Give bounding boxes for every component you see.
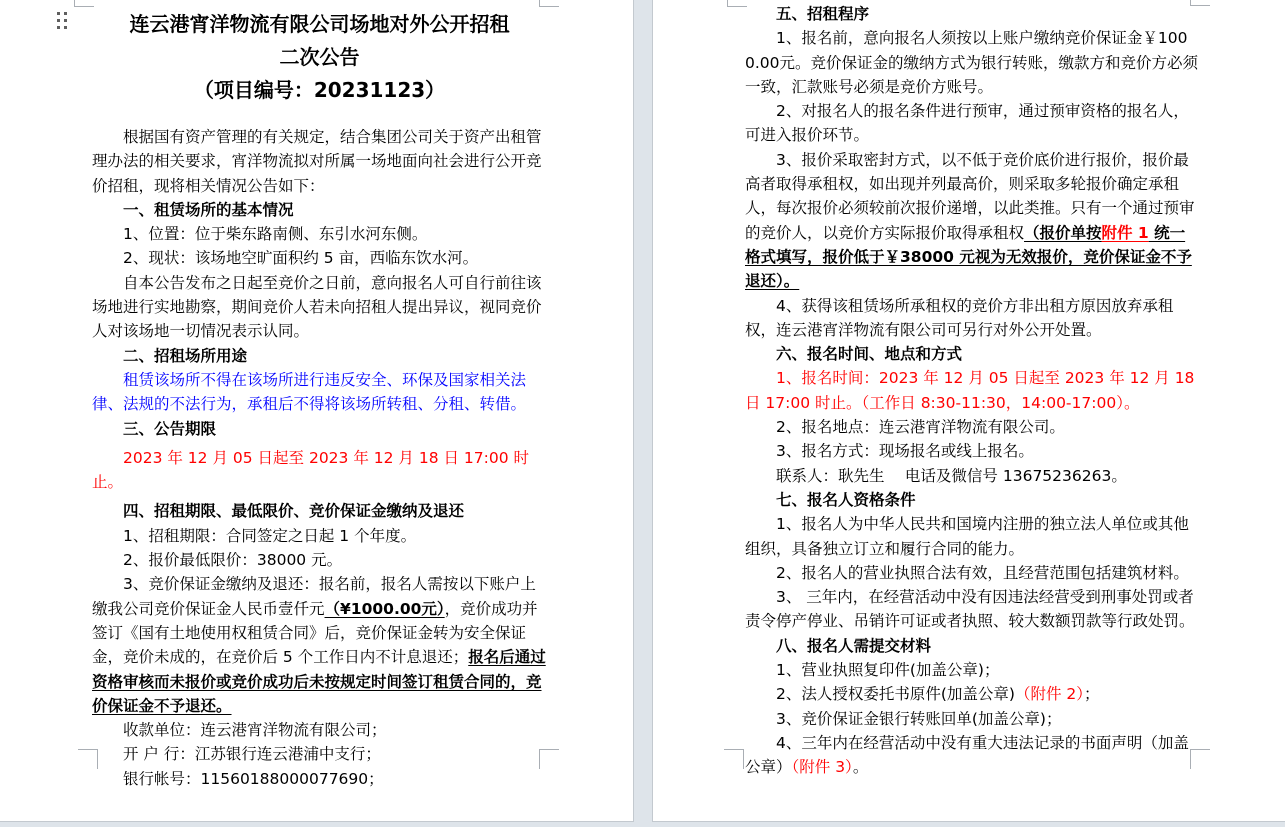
text-run: 2、报价最低限价：38000 元。: [123, 551, 343, 570]
text-run: 1、报名时间：2023 年 12 月 05 日起至 2023 年 12 月 18 日 17:00 时止。（工作日 8:30-11:30，14:00-17:00）。: [745, 369, 1195, 412]
text-run: 。: [852, 758, 869, 777]
section-3-heading: [92, 417, 547, 441]
location-item: [92, 222, 547, 246]
announcement-period: [92, 446, 547, 495]
procedure-3: [745, 148, 1200, 294]
page-2[interactable]: [652, 0, 1285, 822]
text-run: 3、报价采取密封方式，以不低于竞价底价进行报价，报价最高者取得承租权，如出现并列最高价，则采取多轮报价确定承租人，每次报价必须较前次报价递增，以此类推。只有一个通过预审的竞价人，以竞价方实际报价取得承租权: [745, 150, 1195, 242]
text-run: 4、获得该租赁场所承租权的竞价方非出租方原因放弃承租权，连云港宵洋物流有限公司可另行对外公开处置。: [745, 296, 1174, 339]
text-run: 1、营业执照复印件(加盖公章)；: [776, 661, 1000, 680]
material-4: [745, 731, 1200, 780]
text-run: 2023 年 12 月 05 日起至 2023 年 12 月 18 日 17:00 时止。: [92, 448, 530, 492]
text-run: 2、法人授权委托书原件(加盖公章): [776, 685, 1015, 704]
section-6-heading: [745, 342, 1200, 366]
text-run: 3、报名方式：现场报名或线上报名。: [776, 442, 1034, 461]
page-content: [653, 0, 1285, 780]
min-price-item: [92, 548, 547, 572]
doc-title-line: 二次公告: [279, 45, 360, 69]
material-2: [745, 682, 1200, 706]
section-2-heading: [92, 344, 547, 368]
title-gap: [92, 107, 547, 125]
text-run: （报价单按: [1024, 223, 1102, 242]
qualification-1: [745, 512, 1200, 561]
lease-term-item: [92, 524, 547, 548]
text-run: （¥1000.00元）: [324, 599, 445, 618]
text-run: 2、现状：该场地空旷面积约 5 亩，西临东饮水河。: [123, 249, 479, 268]
material-3: [745, 707, 1200, 731]
section-7-heading: [745, 488, 1200, 512]
text-run: 3、竞价保证金银行转账回单(加盖公章)；: [776, 709, 1062, 728]
text-run: 开 户 行：江苏银行连云港浦中支行；: [123, 745, 381, 764]
material-1: [745, 658, 1200, 682]
status-item: [92, 246, 547, 270]
text-run: 自本公告发布之日起至竞价之日前，意向报名人可自行前往该场地进行实地勘察，期间竞价人若未向招租人提出异议，视同竞价人对该场地一切情况表示认同。: [92, 273, 542, 341]
contact-line: [745, 464, 1200, 488]
text-run: 一、租赁场所的基本情况: [123, 200, 294, 219]
text-run: 附件 1: [1101, 223, 1149, 242]
signup-time: [745, 366, 1200, 415]
text-run: 七、报名人资格条件: [776, 490, 916, 509]
section-5-heading: [745, 2, 1200, 26]
section-4-heading: [92, 499, 547, 523]
text-run: （附件 2）: [1014, 685, 1085, 704]
text-run: 租赁该场所不得在该场所进行违反安全、环保及国家相关法律、法规的不法行为，承租后不得将该场所转租、分租、转借。: [92, 370, 527, 414]
text-run: 2、报名地点：连云港宵洋物流有限公司。: [776, 418, 1065, 437]
qualification-3: [745, 585, 1200, 634]
intro-paragraph: [92, 125, 547, 198]
text-run: 1、招租期限：合同签定之日起 1 个年度。: [123, 526, 417, 545]
text-run: 二、招租场所用途: [123, 346, 248, 365]
doc-title-line: （项目编号：20231123）: [193, 78, 446, 102]
text-run: 五、招租程序: [776, 5, 870, 23]
text-run: 1、报名前，意向报名人须按以上账户缴纳竞价保证金￥1000.00元。竞价保证金的缴纳方式为银行转账，缴款方和竞价方必须一致，汇款账号必须是竞价方账号。: [745, 29, 1199, 96]
page-content: [0, 0, 633, 791]
signup-method: [745, 439, 1200, 463]
usage-restriction: [92, 368, 547, 417]
text-run: 八、报名人需提交材料: [776, 636, 932, 655]
text-run: 4、三年内在经营活动中没有重大违法记录的书面声明（加盖公章）: [745, 733, 1189, 777]
signup-place: [745, 415, 1200, 439]
text-run: 1、位置：位于柴东路南侧、东引水河东侧。: [123, 225, 428, 244]
section-1-heading: [92, 198, 547, 222]
text-run: 收款单位：连云港宵洋物流有限公司；: [123, 721, 387, 740]
text-run: 1、报名人为中华人民共和国境内注册的独立法人单位或其他组织，具备独立订立和履行合同的能力。: [745, 515, 1189, 558]
text-run: 六、报名时间、地点和方式: [776, 345, 963, 364]
text-run: 3、竞价保证金缴纳及退还：报名前，报名人需按以下账户上缴我公司竞价保证金人民币壹仟元: [92, 575, 536, 618]
text-run: 银行帐号：11560188000077690；: [123, 769, 384, 788]
procedure-4: [745, 294, 1200, 343]
account-line: [92, 767, 547, 791]
text-run: ，竞价成功并签订《国有土地使用权租赁合同》后，竞价保证金转为安全保证金，竞价未成的，在竞价后 5 个工作日内不计息退还；: [92, 599, 538, 667]
survey-notice: [92, 271, 547, 344]
doc-title-line: 连云港宵洋物流有限公司场地对外公开招租: [129, 12, 510, 36]
text-run: 四、招租期限、最低限价、竞价保证金缴纳及退还: [123, 502, 465, 521]
text-run: 根据国有资产管理的有关规定，结合集团公司关于资产出租管理办法的相关要求，宵洋物流拟对所属一场地面向社会进行公开竞价招租，现将相关情况公告如下：: [92, 128, 542, 195]
qualification-2: [745, 561, 1200, 585]
procedure-2: [745, 99, 1200, 148]
deposit-terms: [92, 572, 547, 718]
section-8-heading: [745, 634, 1200, 658]
bank-line: [92, 742, 547, 766]
text-run: 2、报名人的营业执照合法有效，且经营范围包括建筑材料。: [776, 563, 1189, 582]
procedure-1: [745, 26, 1200, 99]
payee-line: [92, 718, 547, 742]
text-run: （附件 3）: [791, 758, 853, 777]
text-run: 报名后通过资格审核而未报价或竞价成功后未按规定时间签订租赁合同的，竞价保证金不予退还。: [92, 648, 546, 715]
text-run: 统一格式填写，报价低于￥38000 元视为无效报价，竞价保证金不予退还）。: [745, 223, 1192, 291]
page-1[interactable]: [0, 0, 634, 822]
text-run: ；: [1084, 685, 1100, 704]
text-run: 3、 三年内，在经营活动中没有因违法经营受到刑事处罚或者责令停产停业、吊销许可证或者执照、较大数额罚款等行政处罚。: [745, 588, 1195, 631]
text-run: 三、公告期限: [123, 419, 217, 438]
text-run: 联系人：耿先生 电话及微信号 13675236263。: [776, 466, 1127, 485]
text-run: 2、对报名人的报名条件进行预审，通过预审资格的报名人，可进入报价环节。: [745, 102, 1189, 145]
